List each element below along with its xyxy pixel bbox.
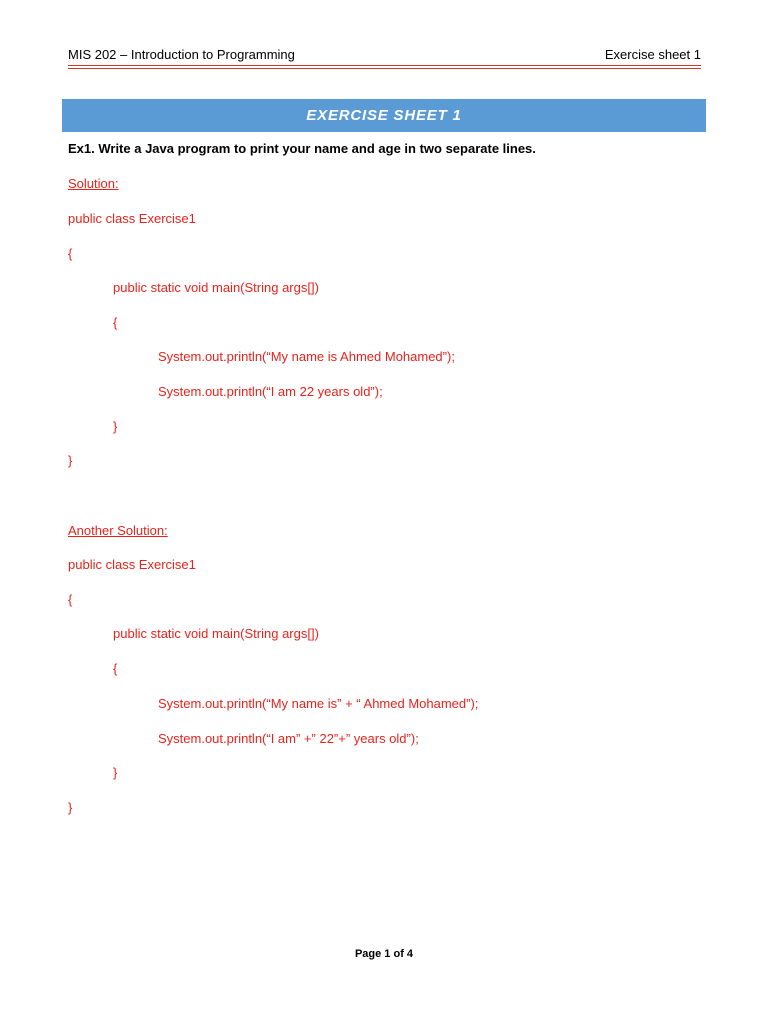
code-line: System.out.println(“My name is” + “ Ahmed Mohamed”); (158, 696, 479, 711)
code-line: } (113, 765, 118, 780)
page-number: Page 1 of 4 (354, 948, 414, 960)
code-line: } (68, 800, 73, 815)
course-title: MIS 202 – Introduction to Programming (68, 47, 295, 62)
code-line: System.out.println(“My name is Ahmed Mohamed”); (158, 349, 455, 364)
code-line: public static void main(String args[]) (113, 626, 319, 641)
title-banner (62, 99, 706, 132)
code-line: public static void main(String args[]) (113, 280, 319, 295)
code-line: { (68, 592, 73, 607)
code-line: public class Exercise1 (68, 211, 196, 226)
code-line: } (68, 453, 73, 468)
question-text: Ex1. Write a Java program to print your name and age in two separate lines. (68, 141, 536, 156)
code-line: { (113, 661, 118, 676)
code-line: System.out.println(“I am 22 years old”); (158, 384, 383, 399)
code-line: { (68, 246, 73, 261)
code-line: } (113, 419, 118, 434)
code-line: public class Exercise1 (68, 557, 196, 572)
header-rule-top (68, 65, 701, 66)
header-rule-bottom (68, 68, 701, 69)
page-header (68, 47, 701, 65)
code-line: System.out.println(“I am” +” 22”+” years old”); (158, 731, 419, 746)
sheet-title: Exercise sheet 1 (604, 47, 701, 62)
page-title: EXERCISE SHEET 1 (306, 107, 462, 124)
code-line: { (113, 315, 118, 330)
another-solution-label: Another Solution: (68, 523, 168, 538)
solution-label: Solution: (68, 176, 119, 191)
